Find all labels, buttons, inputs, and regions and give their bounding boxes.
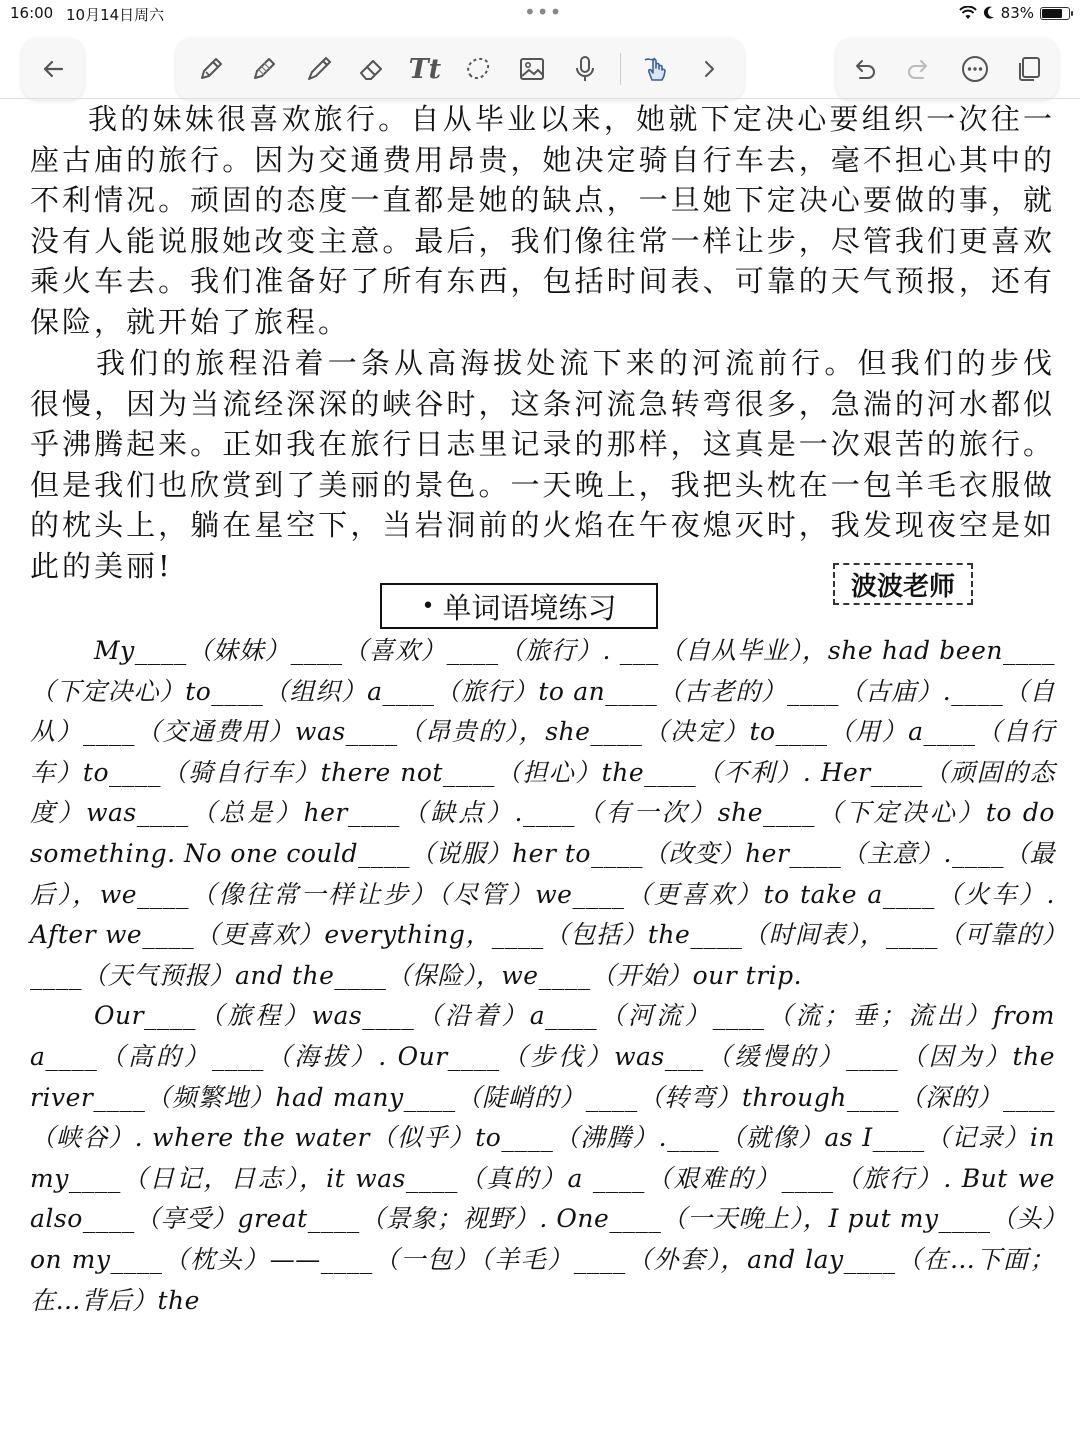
- battery-percent: 83%: [1000, 4, 1034, 22]
- redo-button[interactable]: [900, 50, 938, 88]
- section-bullet: •: [421, 593, 435, 619]
- edit-toolbar: [836, 38, 1058, 100]
- note-paragraph-1: 我的妹妹很喜欢旅行。自从毕业以来，她就下定决心要组织一次往一座古庙的旅行。因为交通费用昂贵，她决定骑自行车去，毫不担心其中的不利情况。顽固的态度一直都是她的缺点，一旦她下定决心要做的事，就没有人能说服她改变主意。最后，我们像往常一样让步，尽管我们更喜欢乘火车去。我们准备好了所有东西，包括时间表、可靠的天气预报，还有保险，就开始了旅程。: [30, 102, 1055, 339]
- status-right: [959, 4, 1070, 22]
- more-icon: [960, 54, 990, 84]
- highlighter-icon: [303, 54, 333, 84]
- finger-draw-icon: [641, 54, 671, 84]
- battery-icon: [1040, 7, 1070, 20]
- multitasking-dots[interactable]: •••: [524, 0, 563, 24]
- drawing-toolbar: [176, 38, 744, 100]
- text-tool-button[interactable]: [406, 50, 444, 88]
- eraser-tool-button[interactable]: [352, 50, 390, 88]
- chevron-right-icon: [694, 54, 724, 84]
- exercise-paragraph-2: Our____（旅程）was____（沿着）a____（河流）____（流；垂；流出）from a____（高的）____（海拔）. Our____（步伐）was___（缓慢的）____（因为）the river____（频繁地）had many____（陡峭的）____（转弯）through____（深的）____（峡谷）. where the water（似乎）to____（沸腾）.____（就像）as I____（记录）in my____（日记，日志），it was____（真的）a ____（艰难的）____（旅行）. But we also____（享受）great____（景象；视野）. One____（一天晚上），I put my____（头）on my____（枕头）——____（一包）（羊毛）____（外套），and lay____（在…下面；在…背后）the: [30, 1001, 1055, 1315]
- microphone-icon: [570, 54, 600, 84]
- teacher-tag: 波波老师: [833, 563, 973, 605]
- status-time: 16:00: [10, 4, 54, 22]
- more-tools-button[interactable]: [690, 50, 728, 88]
- back-button-group: [22, 38, 84, 100]
- pages-icon: [1015, 54, 1045, 84]
- pages-button[interactable]: [1011, 50, 1049, 88]
- section-title-text: 单词语境练习: [442, 590, 617, 625]
- wifi-icon: [959, 6, 977, 20]
- vocabulary-exercise: [30, 631, 1055, 1321]
- pen-icon: [196, 54, 226, 84]
- toolbar-separator: [620, 53, 621, 85]
- redo-icon: [904, 54, 934, 84]
- note-paragraph-2: 我们的旅程沿着一条从高海拔处流下来的河流前行。但我们的步伐很慢，因为当流经深深的峡谷时，这条河流急转弯很多，急湍的河水都似乎沸腾起来。正如我在旅行日志里记录的那样，这真是一次艰苦的旅行。但是我们也欣赏到了美丽的景色。一天晚上，我把头枕在一包羊毛衣服做的枕头上，躺在星空下，当岩洞前的火焰在午夜熄灭时，我发现夜空是如此的美丽!: [30, 346, 1055, 583]
- undo-icon: [849, 54, 879, 84]
- pen-tool-button[interactable]: [192, 50, 230, 88]
- back-button[interactable]: [34, 50, 72, 88]
- more-options-button[interactable]: [956, 50, 994, 88]
- finger-draw-button[interactable]: [637, 50, 675, 88]
- image-tool-button[interactable]: [513, 50, 551, 88]
- exercise-paragraph-1: My____（妹妹）____（喜欢）____（旅行）. ___（自从毕业），she had been____（下定决心）to____（组织）a____（旅行）to an____（古老的）____（古庙）.____（自从）____（交通费用）was____（昂贵的），she____（决定）to____（用）a____（自行车）to____（骑自行车）there not____（担心）the____（不利）. Her____（顽固的态度）was____（总是）her____（缺点）.____（有一次）she____（下定决心）to do something. No one could____（说服）her to____（改变）her____（主意）.____（最后），we____（像往常一样让步）（尽管）we____（更喜欢）to take a____（火车）. After we____（更喜欢）everything，____（包括）the____（时间表），____（可靠的）____（天气预报）and the____（保险），we____（开始）our trip.: [30, 636, 1055, 990]
- text-tool-icon: Tt: [408, 53, 442, 85]
- back-arrow-icon: [38, 54, 68, 84]
- section-title: [380, 583, 658, 629]
- image-icon: [517, 54, 547, 84]
- pencil-tool-button[interactable]: [245, 50, 283, 88]
- lasso-tool-button[interactable]: [459, 50, 497, 88]
- highlighter-tool-button[interactable]: [299, 50, 337, 88]
- lasso-icon: [463, 54, 493, 84]
- voice-record-button[interactable]: [566, 50, 604, 88]
- eraser-icon: [356, 54, 386, 84]
- status-bar: [0, 0, 1080, 28]
- status-date: 10月14日周六: [66, 6, 165, 24]
- pencil-icon: [249, 54, 279, 84]
- undo-button[interactable]: [845, 50, 883, 88]
- moon-icon: [983, 6, 995, 20]
